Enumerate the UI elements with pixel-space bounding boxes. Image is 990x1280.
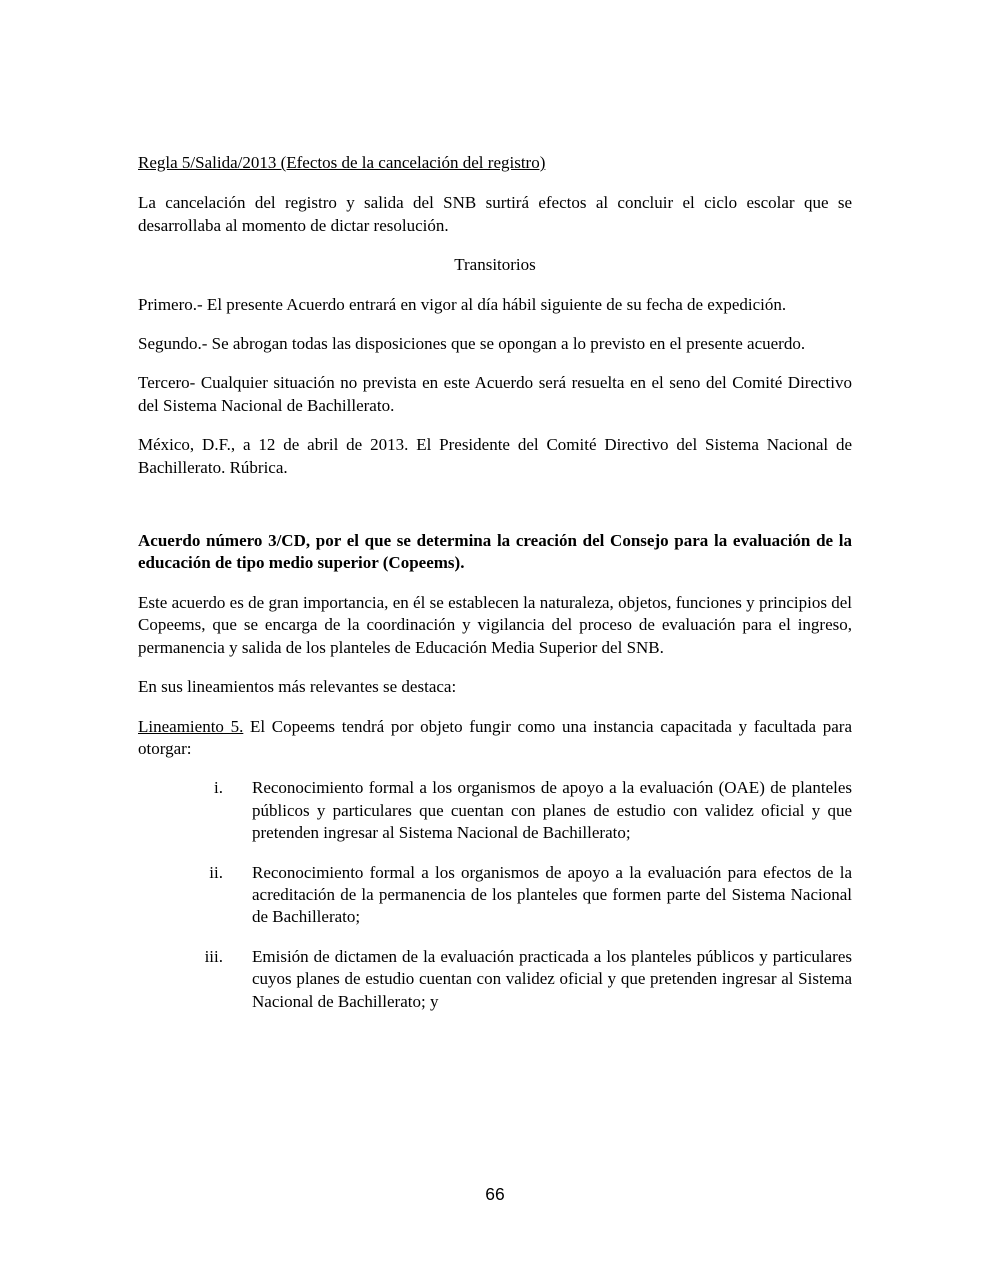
list-item-text: Reconocimiento formal a los organismos de apoyo a la evaluación (OAE) de planteles públicos y particulares que cuentan con planes de estudio con validez oficial y que pretenden ingresar al Sistema Nacional de Bachillerato; — [252, 778, 852, 843]
list-marker: i. — [214, 778, 223, 798]
transitorio-primero-paragraph: Primero.- El presente Acuerdo entrará en vigor al día hábil siguiente de su fecha de expedición. — [138, 294, 787, 314]
list-item — [138, 946, 852, 1013]
acuerdo-heading: Acuerdo número 3/CD, por el que se determina la creación del Consejo para la evaluación de la educación de tipo medio superior (Copeems). — [138, 531, 852, 573]
list-item — [138, 862, 852, 929]
list-marker: ii. — [209, 862, 223, 882]
list-marker: iii. — [204, 946, 223, 966]
lineamiento5-text: El Copeems tendrá por objeto fungir como una instancia capacitada y facultada para otorgar: — [138, 716, 852, 758]
list-item-text: Emisión de dictamen de la evaluación practicada a los planteles públicos y particulares cuyos planes de estudio cuentan con validez oficial y que pretenden ingresar al Sistema Nacional de Bachillerato; y — [252, 946, 852, 1011]
page-number: 66 — [485, 1184, 505, 1204]
lineamientos-intro-paragraph: En sus lineamientos más relevantes se destaca: — [138, 677, 457, 697]
rule-heading: Regla 5/Salida/2013 (Efectos de la cancelación del registro) — [138, 153, 546, 172]
date-signature-paragraph: México, D.F., a 12 de abril de 2013. El Presidente del Comité Directivo del Sistema Nacional de Bachillerato. Rúbrica. — [138, 435, 852, 477]
transitorios-heading: Transitorios — [454, 255, 536, 275]
lineamiento5-paragraph — [138, 716, 852, 761]
list-item — [138, 777, 852, 844]
rule-body-paragraph: La cancelación del registro y salida del SNB surtirá efectos al concluir el ciclo escolar que se desarrollaba al momento de dictar resolución. — [138, 193, 852, 235]
document-content — [138, 152, 852, 1030]
acuerdo-body-paragraph: Este acuerdo es de gran importancia, en él se establecen la naturaleza, objetos, funciones y principios del Copeems, que se encarga de la coordinación y vigilancia del proceso de evaluación para el ingreso, permanencia y salida de los planteles de Educación Media Superior del SNB. — [138, 592, 852, 657]
transitorio-tercero-paragraph: Tercero- Cualquier situación no prevista en este Acuerdo será resuelta en el seno del Comité Directivo del Sistema Nacional de Bachillerato. — [138, 373, 852, 415]
roman-numeral-list — [138, 777, 852, 1013]
transitorio-segundo-paragraph: Segundo.- Se abrogan todas las disposiciones que se opongan a lo previsto en el presente acuerdo. — [138, 334, 806, 354]
lineamiento5-label: Lineamiento 5. — [138, 716, 244, 736]
list-item-text: Reconocimiento formal a los organismos de apoyo a la evaluación para efectos de la acreditación de la permanencia de los planteles que formen parte del Sistema Nacional de Bachillerato; — [252, 862, 852, 927]
